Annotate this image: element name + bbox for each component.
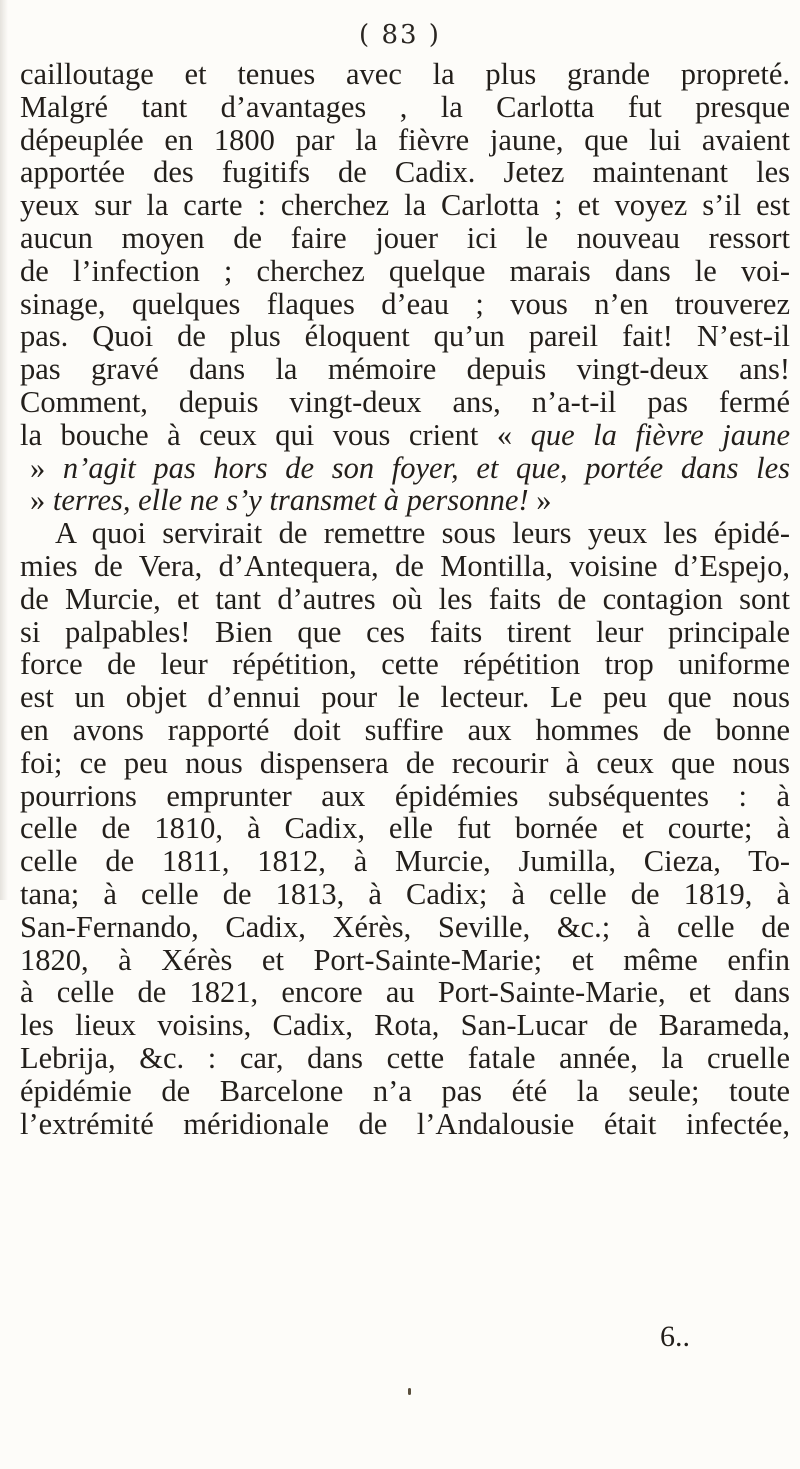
text-line: si palpables! Bien que ces faits tirent leur principale bbox=[20, 614, 790, 649]
italic-quote: n’agit pas hors de son foyer, et que, portée dans les bbox=[62, 450, 791, 485]
text-line: celle de 1811, 1812, à Murcie, Jumilla, Cieza, To- bbox=[20, 844, 790, 879]
italic-quote: que la fièvre jaune bbox=[530, 417, 790, 452]
spine-shadow bbox=[0, 0, 8, 900]
text-line: en avons rapporté doit suffire aux hommes de bonne bbox=[20, 712, 790, 747]
text-line: cailloutage et tenues avec la plus grande propreté. bbox=[20, 57, 790, 91]
text-line: les lieux voisins, Cadix, Rota, San-Lucar de Barameda, bbox=[20, 1008, 790, 1043]
text-line: Malgré tant d’avantages , la Carlotta fut presque bbox=[20, 89, 790, 124]
page-number-header: ( 83 ) bbox=[359, 20, 441, 50]
text-line: à celle de 1821, encore au Port-Sainte-Marie, et dans bbox=[20, 975, 790, 1010]
text-line: celle de 1810, à Cadix, elle fut bornée et courte; à bbox=[20, 811, 790, 846]
text-line-with-quote bbox=[20, 419, 790, 452]
text-line-with-quote bbox=[20, 484, 790, 517]
text-line: tana; à celle de 1813, à Cadix; à celle de 1819, à bbox=[20, 876, 790, 911]
text-line: épidémie de Barcelone n’a pas été la seule; toute bbox=[20, 1073, 790, 1108]
text-fragment: la bouche à ceux qui vous crient « bbox=[20, 417, 513, 452]
text-line: l’extrémité méridionale de l’Andalousie était infectée, bbox=[20, 1106, 790, 1141]
text-line: de Murcie, et tant d’autres où les faits de contagion sont bbox=[20, 581, 790, 616]
text-line: foi; ce peu nous dispensera de recourir à ceux que nous bbox=[20, 745, 790, 780]
text-line: apportée des fugitifs de Cadix. Jetez maintenant les bbox=[20, 155, 790, 190]
printer-signature-mark: 6.. bbox=[660, 1320, 690, 1353]
text-line: 1820, à Xérès et Port-Sainte-Marie; et même enfin bbox=[20, 942, 790, 977]
text-line: de l’infection ; cherchez quelque marais dans le voi- bbox=[20, 253, 790, 288]
quote-mark: » bbox=[30, 483, 46, 518]
text-line: yeux sur la carte : cherchez la Carlotta ; et voyez s’il est bbox=[20, 188, 790, 223]
text-line: sinage, quelques flaques d’eau ; vous n’en trouverez bbox=[20, 286, 790, 321]
paragraph-start-line: A quoi servirait de remettre sous leurs yeux les épidé- bbox=[55, 516, 790, 551]
text-line: mies de Vera, d’Antequera, de Montilla, voisine d’Espejo, bbox=[20, 548, 790, 583]
text-line: aucun moyen de faire jouer ici le nouveau ressort bbox=[20, 220, 790, 255]
body-text bbox=[20, 58, 790, 1140]
ink-speck bbox=[408, 1388, 411, 1395]
text-line: Lebrija, &c. : car, dans cette fatale année, la cruelle bbox=[20, 1040, 790, 1075]
quote-mark: » bbox=[30, 450, 46, 485]
text-line: dépeuplée en 1800 par la fièvre jaune, que lui avaient bbox=[20, 122, 790, 157]
text-line: San-Fernando, Cadix, Xérès, Seville, &c.; à celle de bbox=[20, 909, 790, 944]
text-line: est un objet d’ennui pour le lecteur. Le peu que nous bbox=[20, 680, 790, 715]
text-line: pas. Quoi de plus éloquent qu’un pareil fait! N’est-il bbox=[20, 319, 790, 354]
text-line-with-quote bbox=[20, 452, 790, 485]
text-line: Comment, depuis vingt-deux ans, n’a-t-il pas fermé bbox=[20, 384, 790, 419]
text-line: pas gravé dans la mémoire depuis vingt-deux ans! bbox=[20, 352, 790, 387]
italic-quote: terres, elle ne s’y transmet à personne! bbox=[52, 483, 529, 518]
text-line: force de leur répétition, cette répétition trop uniforme bbox=[20, 647, 790, 682]
quote-mark: » bbox=[536, 483, 552, 518]
text-line: pourrions emprunter aux épidémies subséquentes : à bbox=[20, 778, 790, 813]
